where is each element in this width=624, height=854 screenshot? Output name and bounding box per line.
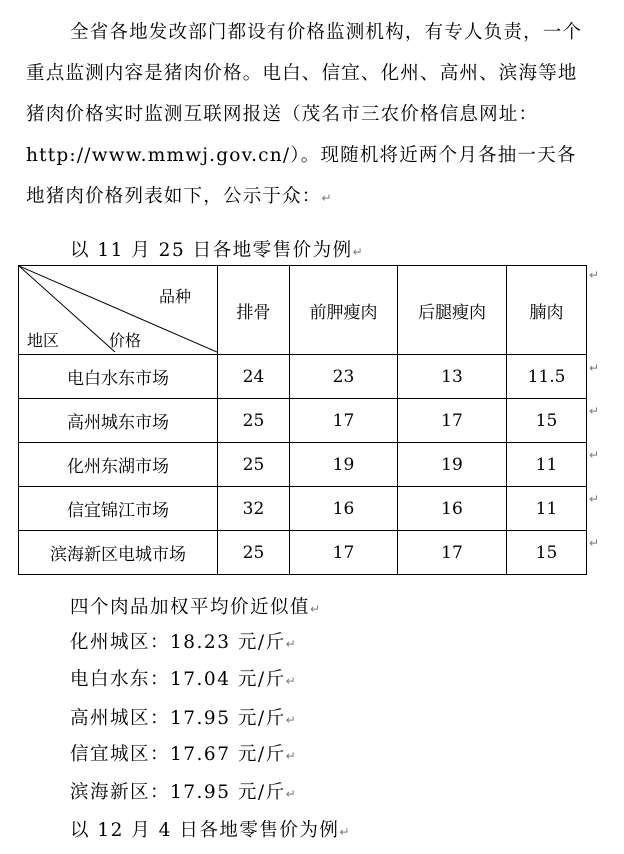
row-end-mark: ↵ <box>589 448 600 462</box>
price-cell: 15 <box>507 531 587 575</box>
average-caption <box>70 593 320 619</box>
paragraph-mark: ↵ <box>321 191 332 205</box>
market-name: 高州城东市场 <box>19 399 218 443</box>
average-line <box>70 740 296 766</box>
price-cell: 17 <box>398 531 507 575</box>
average-text: 高州城区：17.95 元/斤 <box>70 708 286 729</box>
market-name: 滨海新区电城市场 <box>19 531 218 575</box>
paragraph-mark: ↵ <box>285 674 296 688</box>
header-variety: 品种 <box>159 287 192 306</box>
price-cell: 17 <box>290 399 398 443</box>
intro-text: 全省各地发改部门都设有价格监测机构，有专人负责，一个重点监测内容是猪肉价格。电白、信宜、化州、高州、滨海等地猪肉价格实时监测互联网报送（茂名市三农价格信息网址：http://www.mmwj.gov.cn/）。现随机将近两个月各抽一天各地猪肉价格列表如下，公示于众： <box>26 22 583 207</box>
table2-caption <box>70 816 349 842</box>
table-header-row <box>19 266 587 355</box>
price-cell: 13 <box>398 355 507 399</box>
table-row <box>19 531 587 575</box>
price-cell: 16 <box>398 487 507 531</box>
pork-price-table <box>18 265 587 575</box>
price-cell: 16 <box>290 487 398 531</box>
row-end-mark: ↵ <box>589 536 600 550</box>
table-row <box>19 355 587 399</box>
column-header: 腩肉 <box>507 266 587 355</box>
row-end-mark: ↵ <box>589 268 600 282</box>
table-row <box>19 399 587 443</box>
paragraph-mark: ↵ <box>352 245 363 259</box>
paragraph-mark: ↵ <box>339 825 350 839</box>
average-text: 化州城区：18.23 元/斤 <box>70 632 286 653</box>
market-name: 电白水东市场 <box>19 355 218 399</box>
average-line <box>70 778 296 804</box>
average-line <box>70 665 296 691</box>
header-price: 价格 <box>109 331 142 350</box>
price-cell: 11 <box>507 443 587 487</box>
market-name: 信宜锦江市场 <box>19 487 218 531</box>
column-header: 前胛瘦肉 <box>290 266 398 355</box>
average-line <box>70 704 296 730</box>
price-cell: 24 <box>218 355 290 399</box>
paragraph-mark: ↵ <box>285 713 296 727</box>
table-row <box>19 487 587 531</box>
price-cell: 25 <box>218 531 290 575</box>
paragraph-mark: ↵ <box>310 602 321 616</box>
average-text: 信宜城区：17.67 元/斤 <box>70 744 286 765</box>
price-cell: 25 <box>218 443 290 487</box>
table1-caption <box>70 236 363 262</box>
price-cell: 32 <box>218 487 290 531</box>
price-cell: 23 <box>290 355 398 399</box>
row-end-mark: ↵ <box>589 404 600 418</box>
price-cell: 19 <box>290 443 398 487</box>
row-end-mark: ↵ <box>589 361 600 375</box>
avg-title: 四个肉品加权平均价近似值 <box>70 597 311 618</box>
table-row <box>19 443 587 487</box>
price-cell: 25 <box>218 399 290 443</box>
column-header: 排骨 <box>218 266 290 355</box>
diagonal-header-cell <box>19 266 218 355</box>
row-end-mark: ↵ <box>589 492 600 506</box>
price-cell: 11.5 <box>507 355 587 399</box>
price-cell: 17 <box>398 399 507 443</box>
column-header: 后腿瘦肉 <box>398 266 507 355</box>
paragraph-mark: ↵ <box>285 749 296 763</box>
paragraph-mark: ↵ <box>285 637 296 651</box>
price-cell: 15 <box>507 399 587 443</box>
price-cell: 11 <box>507 487 587 531</box>
intro-paragraph <box>26 12 586 219</box>
price-cell: 17 <box>290 531 398 575</box>
table1-title: 以 11 月 25 日各地零售价为例 <box>70 240 353 261</box>
paragraph-mark: ↵ <box>285 787 296 801</box>
price-cell: 19 <box>398 443 507 487</box>
table2-title: 以 12 月 4 日各地零售价为例 <box>70 820 340 841</box>
market-name: 化州东湖市场 <box>19 443 218 487</box>
average-text: 滨海新区：17.95 元/斤 <box>70 782 286 803</box>
average-line <box>70 628 296 654</box>
average-text: 电白水东：17.04 元/斤 <box>70 669 286 690</box>
header-region: 地区 <box>27 331 60 350</box>
